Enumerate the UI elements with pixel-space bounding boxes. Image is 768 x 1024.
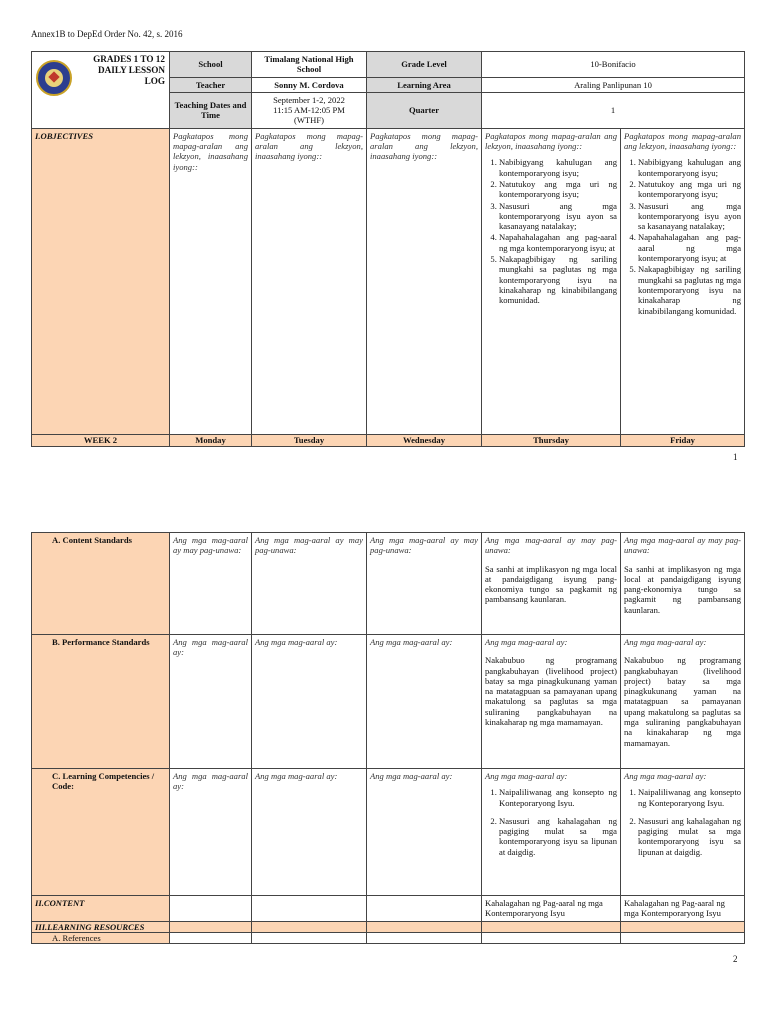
learning-resources-cell: [621, 921, 745, 932]
objectives-list: [624, 157, 741, 315]
learning-competencies-friday: [621, 769, 745, 896]
objective-item: 5. Nakapagbibigay ng sariling mungkahi sa paglutas ng mga kontemporaryong isyu na kinakaharap ng kinabibilangang komunidad.: [499, 254, 617, 305]
learning-competencies-wednesday: Ang mga mag-aaral ay:: [367, 769, 482, 896]
page-number: 1: [733, 452, 738, 462]
references-cell: [252, 932, 367, 943]
week-label: WEEK 2: [32, 434, 170, 446]
quarter-label: Quarter: [367, 92, 482, 128]
content-standards-intro: Ang mga mag-aaral ay may pag-unawa:: [485, 535, 617, 556]
objectives-label: I.OBJECTIVES: [32, 128, 170, 434]
objective-item: 4. Napahahalagahan ang pag-aaral ng mga kontemporaryong isyu; at: [638, 232, 741, 263]
competencies-list: [485, 787, 617, 857]
performance-standards-tuesday: Ang mga mag-aaral ay:: [252, 635, 367, 769]
learning-resources-cell: [482, 921, 621, 932]
references-cell: [170, 932, 252, 943]
objectives-wednesday: Pagkatapos mong mapag-aralan ang lekzyon, inaasahang iyong::: [367, 128, 482, 434]
learning-competencies-label: C. Learning Competencies / Code:: [32, 769, 170, 896]
learning-competencies-monday: Ang mga mag-aaral ay:: [170, 769, 252, 896]
objectives-friday: [621, 128, 745, 434]
dates-text: September 1-2, 2022: [273, 94, 345, 105]
content-label: II.CONTENT: [32, 896, 170, 922]
performance-standards-friday: [621, 635, 745, 769]
objectives-tuesday: Pagkatapos mong mapag-aralan ang lekzyon, inaasahang iyong::: [252, 128, 367, 434]
performance-standards-text: Nakabubuo ng programang pangkabuhayan (livelihood project) batay sa mga pinagkukunang yaman na matatagpuan sa pamayanan upang makatulong sa paglutas sa mga suliraning pangkabuhayan na kinakaharap ng mga mamamayan.: [485, 655, 617, 728]
learning-competencies-intro: Ang mga mag-aaral ay:: [624, 771, 707, 781]
competency-item: 1. Naipaliliwanag ang konsepto ng Konteporaryong Isyu.: [638, 787, 741, 808]
dates-value: [252, 92, 367, 128]
objective-item: 1. Nabibigyang kahulugan ang kontemporaryong isyu;: [638, 157, 741, 178]
performance-standards-intro: Ang mga mag-aaral ay:: [624, 637, 707, 647]
content-standards-text: Sa sanhi at implikasyon ng mga local at pandaigdigang isyung pang-ekonomiya tungo sa pagkamit ng pambansang kaunlaran.: [624, 563, 741, 615]
dll-header-table: [31, 51, 745, 447]
objectives-list: [485, 157, 617, 305]
learning-resources-cell: [367, 921, 482, 932]
learning-area-value: Araling Panlipunan 10: [482, 77, 745, 92]
dates-label: Teaching Dates and Time: [170, 92, 252, 128]
objective-item: 2. Natutukoy ang mga uri ng kontemporaryong isyu;: [499, 179, 617, 200]
content-standards-wednesday: Ang mga mag-aaral ay may pag-unawa:: [367, 533, 482, 635]
quarter-value: 1: [482, 92, 745, 128]
day-friday: Friday: [621, 434, 745, 446]
objective-item: 4. Napahahalagahan ang pag-aaral ng mga kontemporaryong isyu; at: [499, 232, 617, 253]
content-friday: Kahalagahan ng Pag-aaral ng mga Kontemporaryong Isyu: [621, 896, 745, 922]
content-standards-text: Sa sanhi at implikasyon ng mga local at pandaigdigang isyung pang-ekonomiya tungo sa pagkamit ng pambansang kaunlaran.: [485, 563, 617, 605]
learning-resources-label: III.LEARNING RESOURCES: [32, 921, 170, 932]
learning-competencies-tuesday: Ang mga mag-aaral ay:: [252, 769, 367, 896]
objective-item: 3. Nasusuri ang mga kontemporaryong isyu ayon sa kasanayang natalakay;: [638, 201, 741, 232]
performance-standards-wednesday: Ang mga mag-aaral ay:: [367, 635, 482, 769]
objective-item: 3. Nasusuri ang mga kontemporaryong isyu ayon sa kasanayang natalakay;: [499, 201, 617, 232]
objective-item: 1. Nabibigyang kahulugan ang kontemporaryong isyu;: [499, 157, 617, 178]
day-monday: Monday: [170, 434, 252, 446]
objective-item: 5. Nakapagbibigay ng sariling mungkahi sa paglutas ng mga kontemporaryong isyu na kinakaharap ng kinabibilangang komunidad.: [638, 264, 741, 315]
objectives-thursday: [482, 128, 621, 434]
competency-item: 2. Nasusuri ang kahalagahan ng pagiging mulat sa mga kontemporaryong isyu sa lipunan at daigdig.: [638, 816, 741, 857]
objectives-intro: Pagkatapos mong mapag-aralan ang lekzyon, inaasahang iyong::: [624, 130, 742, 152]
performance-standards-text: Nakabubuo ng programang pangkabuhayan (livelihood project) batay sa mga pinagkukunang yaman na matatagpuan sa pamayanan upang makatulong sa paglutas sa mga suliraning pangkabuhayan na kinakaharap ng mga mamamayan.: [624, 655, 741, 748]
competency-item: 1. Naipaliliwanag ang konsepto ng Konteporaryong Isyu.: [499, 787, 617, 808]
learning-resources-cell: [170, 921, 252, 932]
time-text: 11:15 AM-12:05 PM: [273, 105, 345, 116]
content-wednesday: [367, 896, 482, 922]
school-label: School: [170, 52, 252, 78]
page-number: 2: [733, 954, 738, 964]
learning-area-label: Learning Area: [367, 77, 482, 92]
competency-item: 2. Nasusuri ang kahalagahan ng pagiging mulat sa mga kontemporaryong isyu sa lipunan at daigdig.: [499, 816, 617, 857]
content-standards-tuesday: Ang mga mag-aaral ay may pag-unawa:: [252, 533, 367, 635]
objectives-intro: Pagkatapos mong mapag-aralan ang lekzyon, inaasahang iyong::: [485, 130, 617, 152]
dll-title: GRADES 1 TO 12 DAILY LESSON LOG: [93, 54, 165, 86]
references-cell: [482, 932, 621, 943]
competencies-list: [624, 787, 741, 857]
content-standards-intro: Ang mga mag-aaral ay may pag-unawa:: [624, 535, 741, 556]
school-value: Timalang National High School: [252, 52, 367, 78]
page-header: Annex1B to DepEd Order No. 42, s. 2016: [31, 29, 183, 39]
content-thursday: Kahalagahan ng Pag-aaral ng mga Kontemporaryong Isyu: [482, 896, 621, 922]
learning-resources-cell: [252, 921, 367, 932]
content-tuesday: [252, 896, 367, 922]
content-standards-monday: Ang mga mag-aaral ay may pag-unawa:: [170, 533, 252, 635]
days-text: (WTHF): [293, 115, 325, 126]
objectives-monday: Pagkatapos mong mapag-aralan ang lekzyon, inaasahang iyong::: [170, 128, 252, 434]
objective-item: 2. Natutukoy ang mga uri ng kontemporaryong isyu;: [638, 179, 741, 200]
performance-standards-intro: Ang mga mag-aaral ay:: [485, 637, 568, 647]
day-thursday: Thursday: [482, 434, 621, 446]
learning-competencies-thursday: [482, 769, 621, 896]
day-tuesday: Tuesday: [252, 434, 367, 446]
references-cell: [367, 932, 482, 943]
teacher-label: Teacher: [170, 77, 252, 92]
grade-level-value: 10-Bonifacio: [482, 52, 745, 78]
references-label: A. References: [32, 932, 170, 943]
performance-standards-label: B. Performance Standards: [32, 635, 170, 769]
content-standards-label: A. Content Standards: [32, 533, 170, 635]
dll-standards-table: [31, 532, 745, 944]
teacher-value: Sonny M. Cordova: [252, 77, 367, 92]
header-title-cell: [32, 52, 170, 129]
content-standards-thursday: [482, 533, 621, 635]
learning-competencies-intro: Ang mga mag-aaral ay:: [485, 771, 568, 781]
performance-standards-monday: Ang mga mag-aaral ay:: [170, 635, 252, 769]
content-monday: [170, 896, 252, 922]
day-wednesday: Wednesday: [367, 434, 482, 446]
grade-level-label: Grade Level: [367, 52, 482, 78]
deped-seal-icon: [36, 60, 72, 96]
performance-standards-thursday: [482, 635, 621, 769]
references-cell: [621, 932, 745, 943]
content-standards-friday: [621, 533, 745, 635]
